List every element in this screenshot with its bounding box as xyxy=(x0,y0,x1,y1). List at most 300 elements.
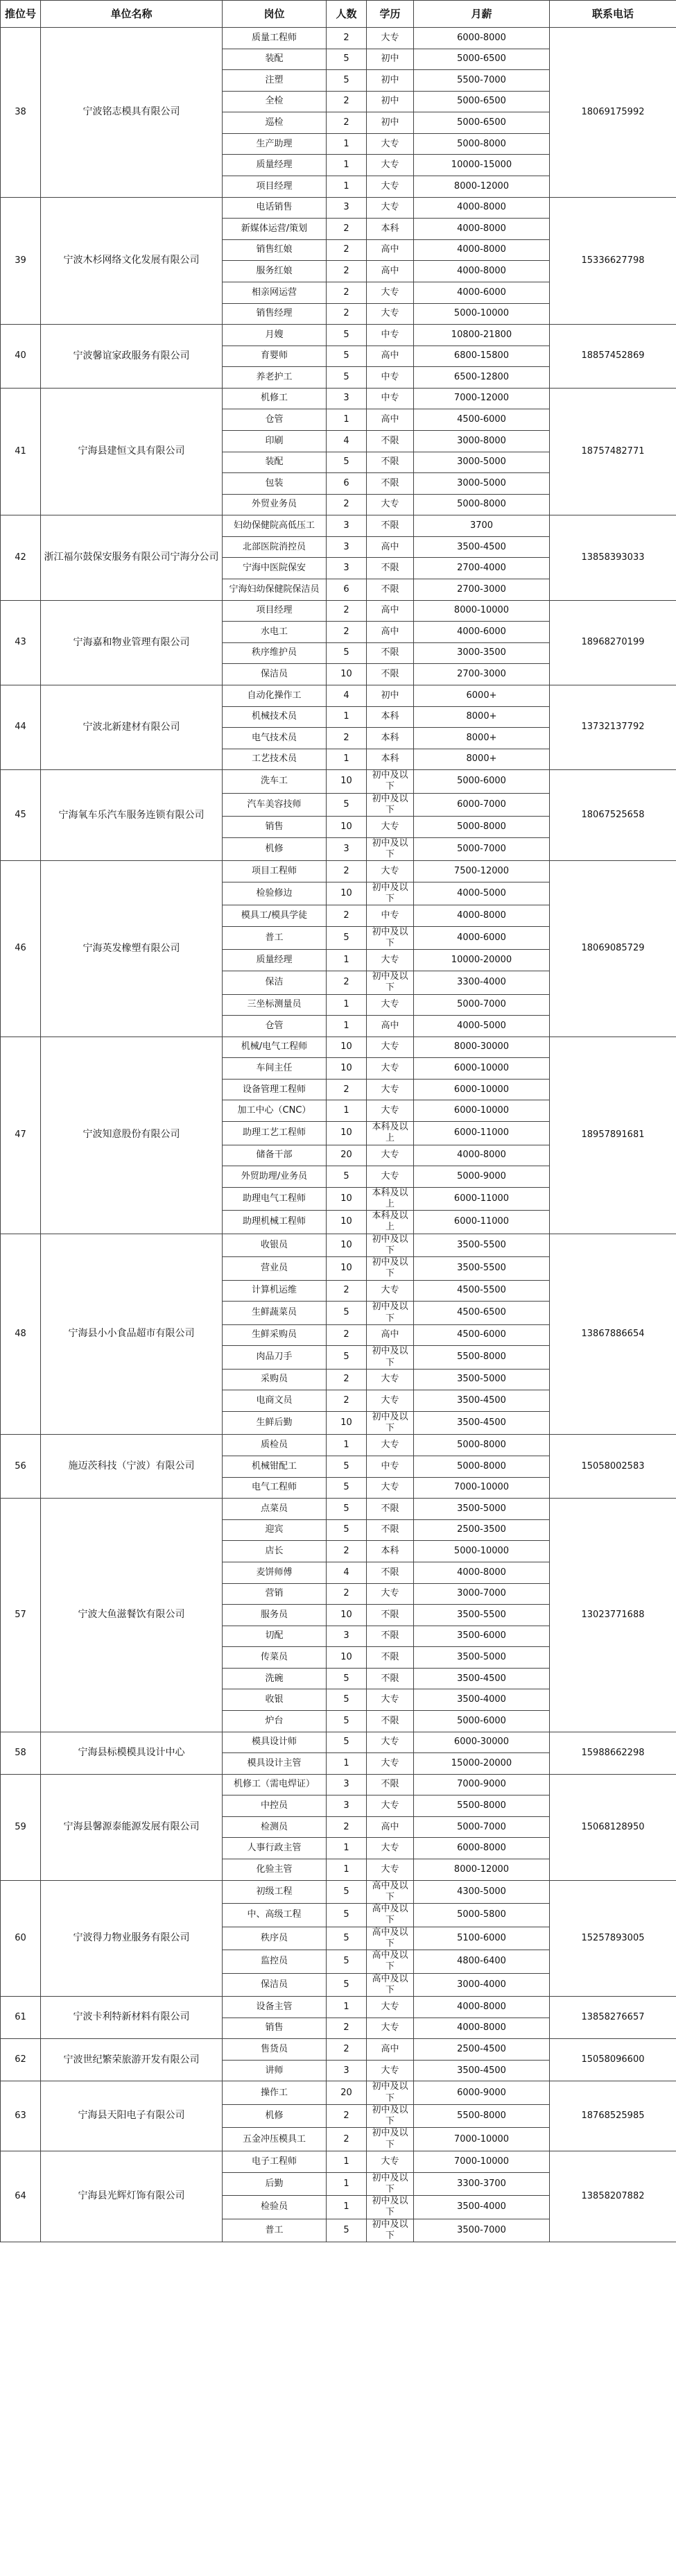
job-title: 育婴师 xyxy=(223,346,327,367)
job-headcount: 1 xyxy=(327,1997,367,2018)
job-title: 普工 xyxy=(223,2219,327,2242)
job-salary: 4000-6000 xyxy=(414,926,550,950)
job-education: 大专 xyxy=(367,1795,414,1817)
job-title: 助理工艺工程师 xyxy=(223,1122,327,1145)
job-education: 高中 xyxy=(367,261,414,282)
job-title: 生鲜后勤 xyxy=(223,1411,327,1435)
job-education: 初中 xyxy=(367,49,414,70)
job-title: 自动化操作工 xyxy=(223,685,327,706)
job-education: 不限 xyxy=(367,515,414,537)
job-salary: 4000-8000 xyxy=(414,239,550,261)
table-row xyxy=(1,388,676,409)
job-salary: 3500-4500 xyxy=(414,1411,550,1435)
job-salary: 3300-3700 xyxy=(414,2172,550,2196)
contact-phone: 18069085729 xyxy=(550,861,676,1037)
company-name: 宁波北新建材有限公司 xyxy=(41,685,223,769)
contact-phone: 18069175992 xyxy=(550,28,676,198)
job-education: 本科及以上 xyxy=(367,1187,414,1211)
job-education: 不限 xyxy=(367,430,414,452)
job-headcount: 5 xyxy=(327,642,367,664)
job-title: 仓管 xyxy=(223,409,327,431)
job-salary: 8000+ xyxy=(414,706,550,728)
job-headcount: 3 xyxy=(327,558,367,579)
job-headcount: 10 xyxy=(327,664,367,685)
job-salary: 3500-4500 xyxy=(414,2060,550,2081)
job-salary: 5000-8000 xyxy=(414,1435,550,1456)
job-education: 大专 xyxy=(367,1037,414,1058)
job-education: 本科 xyxy=(367,749,414,770)
header-contact-phone: 联系电话 xyxy=(550,1,676,28)
job-title: 营销 xyxy=(223,1583,327,1605)
job-salary: 5500-8000 xyxy=(414,1346,550,1370)
job-headcount: 5 xyxy=(327,325,367,346)
job-title: 模具设计师 xyxy=(223,1732,327,1753)
job-headcount: 10 xyxy=(327,1058,367,1080)
job-title: 印刷 xyxy=(223,430,327,452)
job-education: 不限 xyxy=(367,1668,414,1689)
job-salary: 4000-8000 xyxy=(414,1145,550,1166)
job-title: 巡检 xyxy=(223,112,327,134)
job-salary: 4000-8000 xyxy=(414,219,550,240)
job-title: 洗车工 xyxy=(223,770,327,794)
job-education: 大专 xyxy=(367,950,414,971)
job-salary: 5000-6500 xyxy=(414,112,550,134)
job-headcount: 2 xyxy=(327,303,367,325)
job-headcount: 5 xyxy=(327,1346,367,1370)
booth-number: 44 xyxy=(1,685,41,769)
job-salary: 3500-7000 xyxy=(414,2219,550,2242)
job-title: 装配 xyxy=(223,49,327,70)
job-headcount: 1 xyxy=(327,2151,367,2172)
job-title: 机械/电气工程师 xyxy=(223,1037,327,1058)
job-title: 助理机械工程师 xyxy=(223,1211,327,1234)
job-salary: 8000-10000 xyxy=(414,600,550,622)
job-salary: 7000-10000 xyxy=(414,1477,550,1499)
job-title: 新媒体运营/策划 xyxy=(223,219,327,240)
job-headcount: 5 xyxy=(327,2219,367,2242)
job-headcount: 3 xyxy=(327,515,367,537)
job-headcount: 2 xyxy=(327,112,367,134)
job-education: 初中及以下 xyxy=(367,2172,414,2196)
job-education: 大专 xyxy=(367,2151,414,2172)
job-headcount: 5 xyxy=(327,452,367,473)
job-education: 初中 xyxy=(367,685,414,706)
job-headcount: 3 xyxy=(327,197,367,219)
job-headcount: 10 xyxy=(327,1411,367,1435)
job-education: 大专 xyxy=(367,1390,414,1412)
job-headcount: 20 xyxy=(327,1145,367,1166)
company-name: 宁波大鱼滋餐饮有限公司 xyxy=(41,1499,223,1732)
job-salary: 3000-8000 xyxy=(414,430,550,452)
job-education: 初中及以下 xyxy=(367,2128,414,2151)
job-salary: 6800-15800 xyxy=(414,346,550,367)
booth-number: 61 xyxy=(1,1997,41,2039)
job-salary: 6000-7000 xyxy=(414,793,550,817)
job-salary: 15000-20000 xyxy=(414,1753,550,1775)
job-salary: 3500-6000 xyxy=(414,1626,550,1647)
job-title: 电子工程师 xyxy=(223,2151,327,2172)
job-education: 不限 xyxy=(367,1711,414,1732)
job-headcount: 5 xyxy=(327,367,367,389)
job-title: 助理电气工程师 xyxy=(223,1187,327,1211)
job-salary: 5000-10000 xyxy=(414,303,550,325)
job-headcount: 1 xyxy=(327,1753,367,1775)
job-title: 人事行政主管 xyxy=(223,1838,327,1859)
job-salary: 3500-5500 xyxy=(414,1257,550,1281)
job-salary: 3000-5000 xyxy=(414,473,550,495)
job-headcount: 1 xyxy=(327,133,367,155)
job-headcount: 2 xyxy=(327,219,367,240)
job-title: 监控员 xyxy=(223,1950,327,1974)
job-education: 高中 xyxy=(367,536,414,558)
table-row xyxy=(1,1880,676,1904)
job-title: 点菜员 xyxy=(223,1499,327,1520)
job-title: 店长 xyxy=(223,1541,327,1562)
job-education: 大专 xyxy=(367,861,414,882)
job-title: 检验修边 xyxy=(223,882,327,905)
job-salary: 5500-7000 xyxy=(414,70,550,92)
job-education: 本科 xyxy=(367,706,414,728)
job-headcount: 4 xyxy=(327,1562,367,1583)
job-salary: 7500-12000 xyxy=(414,861,550,882)
job-salary: 8000-12000 xyxy=(414,176,550,198)
job-salary: 5000-6000 xyxy=(414,1711,550,1732)
contact-phone: 13858393033 xyxy=(550,515,676,600)
company-name: 宁波木杉网络文化发展有限公司 xyxy=(41,197,223,324)
job-title: 肉品刀手 xyxy=(223,1346,327,1370)
booth-number: 58 xyxy=(1,1732,41,1774)
job-title: 质量经理 xyxy=(223,950,327,971)
job-education: 大专 xyxy=(367,994,414,1016)
job-title: 水电工 xyxy=(223,622,327,643)
job-title: 车间主任 xyxy=(223,1058,327,1080)
job-salary: 5000-8000 xyxy=(414,1456,550,1478)
job-headcount: 6 xyxy=(327,473,367,495)
job-education: 高中 xyxy=(367,409,414,431)
job-salary: 4000-8000 xyxy=(414,1997,550,2018)
job-education: 初中及以下 xyxy=(367,2219,414,2242)
table-row xyxy=(1,600,676,622)
job-headcount: 10 xyxy=(327,1647,367,1669)
job-salary: 10000-15000 xyxy=(414,155,550,176)
job-education: 初中及以下 xyxy=(367,793,414,817)
job-headcount: 10 xyxy=(327,1234,367,1257)
booth-number: 42 xyxy=(1,515,41,600)
company-name: 宁海县标模模具设计中心 xyxy=(41,1732,223,1774)
contact-phone: 15336627798 xyxy=(550,197,676,324)
job-salary: 4000-8000 xyxy=(414,1562,550,1583)
job-salary: 3500-4500 xyxy=(414,536,550,558)
booth-number: 48 xyxy=(1,1234,41,1435)
job-title: 月嫂 xyxy=(223,325,327,346)
job-headcount: 10 xyxy=(327,1122,367,1145)
job-education: 初中及以下 xyxy=(367,770,414,794)
job-salary: 8000-30000 xyxy=(414,1037,550,1058)
job-salary: 5000-6000 xyxy=(414,770,550,794)
job-title: 秩序员 xyxy=(223,1927,327,1950)
job-headcount: 1 xyxy=(327,155,367,176)
job-salary: 5000-7000 xyxy=(414,994,550,1016)
job-education: 不限 xyxy=(367,1605,414,1626)
job-headcount: 2 xyxy=(327,1541,367,1562)
job-education: 高中及以下 xyxy=(367,1880,414,1904)
job-title: 普工 xyxy=(223,926,327,950)
contact-phone: 13858207882 xyxy=(550,2151,676,2242)
contact-phone: 15257893005 xyxy=(550,1880,676,1997)
job-title: 注塑 xyxy=(223,70,327,92)
job-headcount: 5 xyxy=(327,793,367,817)
job-title: 项目经理 xyxy=(223,600,327,622)
table-row xyxy=(1,685,676,706)
job-salary: 2700-4000 xyxy=(414,558,550,579)
table-row xyxy=(1,1732,676,1753)
job-headcount: 5 xyxy=(327,1927,367,1950)
table-row xyxy=(1,2151,676,2172)
job-title: 包装 xyxy=(223,473,327,495)
job-title: 汽车美容技师 xyxy=(223,793,327,817)
job-salary: 3500-5500 xyxy=(414,1234,550,1257)
table-row xyxy=(1,1774,676,1795)
job-education: 大专 xyxy=(367,1997,414,2018)
job-salary: 5000-10000 xyxy=(414,1541,550,1562)
job-headcount: 1 xyxy=(327,950,367,971)
job-salary: 6000-30000 xyxy=(414,1732,550,1753)
job-education: 中专 xyxy=(367,905,414,927)
job-salary: 3500-4500 xyxy=(414,1668,550,1689)
job-headcount: 5 xyxy=(327,1711,367,1732)
job-education: 初中 xyxy=(367,91,414,112)
job-headcount: 5 xyxy=(327,1904,367,1927)
job-salary: 10800-21800 xyxy=(414,325,550,346)
job-education: 初中及以下 xyxy=(367,1234,414,1257)
job-education: 高中 xyxy=(367,1016,414,1037)
company-name: 宁海县天阳电子有限公司 xyxy=(41,2081,223,2151)
company-name: 宁海嘉和物业管理有限公司 xyxy=(41,600,223,685)
job-headcount: 1 xyxy=(327,176,367,198)
job-headcount: 5 xyxy=(327,346,367,367)
job-title: 机修工 xyxy=(223,388,327,409)
job-salary: 4000-5000 xyxy=(414,1016,550,1037)
table-row xyxy=(1,197,676,219)
header-company-name: 单位名称 xyxy=(41,1,223,28)
booth-number: 40 xyxy=(1,325,41,389)
job-salary: 5000-7000 xyxy=(414,837,550,861)
job-headcount: 3 xyxy=(327,837,367,861)
job-title: 炉台 xyxy=(223,1711,327,1732)
job-education: 大专 xyxy=(367,28,414,49)
job-title: 模具设计主管 xyxy=(223,1753,327,1775)
job-education: 高中 xyxy=(367,2039,414,2061)
job-education: 高中及以下 xyxy=(367,1927,414,1950)
job-salary: 8000+ xyxy=(414,749,550,770)
job-education: 大专 xyxy=(367,1732,414,1753)
job-title: 初级工程 xyxy=(223,1880,327,1904)
job-salary: 5000-8000 xyxy=(414,133,550,155)
header-position: 岗位 xyxy=(223,1,327,28)
table-row xyxy=(1,2081,676,2105)
job-title: 设备管理工程师 xyxy=(223,1079,327,1100)
job-education: 不限 xyxy=(367,558,414,579)
job-headcount: 3 xyxy=(327,388,367,409)
job-salary: 4000-8000 xyxy=(414,261,550,282)
booth-number: 45 xyxy=(1,770,41,861)
header-row xyxy=(1,1,676,28)
job-headcount: 2 xyxy=(327,728,367,749)
job-education: 大专 xyxy=(367,1100,414,1122)
company-name: 宁波世纪繁荣旅游开发有限公司 xyxy=(41,2039,223,2081)
job-headcount: 1 xyxy=(327,994,367,1016)
job-education: 不限 xyxy=(367,1774,414,1795)
job-education: 大专 xyxy=(367,1838,414,1859)
booth-number: 59 xyxy=(1,1774,41,1880)
job-headcount: 2 xyxy=(327,282,367,303)
job-headcount: 2 xyxy=(327,2104,367,2128)
job-education: 初中及以下 xyxy=(367,837,414,861)
job-title: 机修 xyxy=(223,837,327,861)
job-salary: 6000-11000 xyxy=(414,1211,550,1234)
job-salary: 2500-4500 xyxy=(414,2039,550,2061)
booth-number: 39 xyxy=(1,197,41,324)
job-title: 计算机运维 xyxy=(223,1280,327,1302)
job-salary: 4800-6400 xyxy=(414,1950,550,1974)
header-booth-no: 推位号 xyxy=(1,1,41,28)
job-salary: 5000-8000 xyxy=(414,817,550,838)
job-title: 生鲜蔬菜员 xyxy=(223,1302,327,1325)
job-headcount: 2 xyxy=(327,1280,367,1302)
job-education: 不限 xyxy=(367,1562,414,1583)
job-salary: 2700-3000 xyxy=(414,579,550,601)
job-title: 相亲网运营 xyxy=(223,282,327,303)
job-education: 不限 xyxy=(367,642,414,664)
job-headcount: 5 xyxy=(327,70,367,92)
job-salary: 3500-4000 xyxy=(414,2196,550,2219)
job-title: 机械钳配工 xyxy=(223,1456,327,1478)
job-education: 高中 xyxy=(367,600,414,622)
job-headcount: 10 xyxy=(327,1187,367,1211)
job-headcount: 5 xyxy=(327,1880,367,1904)
job-salary: 4000-6000 xyxy=(414,282,550,303)
booth-number: 38 xyxy=(1,28,41,198)
job-title: 销售 xyxy=(223,2018,327,2039)
job-title: 质量经理 xyxy=(223,155,327,176)
job-title: 麦饼师傅 xyxy=(223,1562,327,1583)
job-title: 宁海妇幼保健院保洁员 xyxy=(223,579,327,601)
company-name: 宁波卡利特新材料有限公司 xyxy=(41,1997,223,2039)
job-headcount: 5 xyxy=(327,1689,367,1711)
job-title: 洗碗 xyxy=(223,1668,327,1689)
job-education: 大专 xyxy=(367,282,414,303)
table-row xyxy=(1,1037,676,1058)
job-education: 大专 xyxy=(367,303,414,325)
job-headcount: 2 xyxy=(327,261,367,282)
job-education: 不限 xyxy=(367,1499,414,1520)
job-education: 大专 xyxy=(367,1477,414,1499)
job-title: 营业员 xyxy=(223,1257,327,1281)
job-headcount: 2 xyxy=(327,239,367,261)
job-title: 传菜员 xyxy=(223,1647,327,1669)
table-row xyxy=(1,28,676,49)
job-education: 初中及以下 xyxy=(367,2104,414,2128)
job-salary: 6000-9000 xyxy=(414,2081,550,2105)
job-headcount: 3 xyxy=(327,1795,367,1817)
job-education: 初中及以下 xyxy=(367,2196,414,2219)
job-title: 生鲜采购员 xyxy=(223,1324,327,1346)
job-salary: 3500-4000 xyxy=(414,1689,550,1711)
job-headcount: 1 xyxy=(327,409,367,431)
contact-phone: 13023771688 xyxy=(550,1499,676,1732)
job-title: 妇幼保健院高低压工 xyxy=(223,515,327,537)
job-title: 中、高级工程 xyxy=(223,1904,327,1927)
job-education: 不限 xyxy=(367,1647,414,1669)
job-headcount: 2 xyxy=(327,1816,367,1838)
job-headcount: 1 xyxy=(327,1016,367,1037)
company-name: 宁海氧车乐汽车服务连锁有限公司 xyxy=(41,770,223,861)
job-education: 大专 xyxy=(367,1753,414,1775)
company-name: 宁波得力物业服务有限公司 xyxy=(41,1880,223,1997)
booth-number: 57 xyxy=(1,1499,41,1732)
job-title: 化验主管 xyxy=(223,1859,327,1881)
job-title: 模具工/模具学徒 xyxy=(223,905,327,927)
job-headcount: 5 xyxy=(327,1519,367,1541)
job-education: 本科 xyxy=(367,219,414,240)
job-headcount: 2 xyxy=(327,2128,367,2151)
job-salary: 4500-6000 xyxy=(414,409,550,431)
job-salary: 5100-6000 xyxy=(414,1927,550,1950)
contact-phone: 18067525658 xyxy=(550,770,676,861)
job-education: 高中 xyxy=(367,239,414,261)
contact-phone: 18968270199 xyxy=(550,600,676,685)
job-education: 初中及以下 xyxy=(367,1302,414,1325)
job-headcount: 10 xyxy=(327,1257,367,1281)
job-headcount: 2 xyxy=(327,1390,367,1412)
job-headcount: 1 xyxy=(327,749,367,770)
job-headcount: 5 xyxy=(327,926,367,950)
company-name: 宁海县建恒文具有限公司 xyxy=(41,388,223,515)
job-education: 大专 xyxy=(367,2018,414,2039)
job-education: 初中及以下 xyxy=(367,926,414,950)
company-name: 宁海英发橡塑有限公司 xyxy=(41,861,223,1037)
company-name: 宁海县小小食品超市有限公司 xyxy=(41,1234,223,1435)
job-education: 初中及以下 xyxy=(367,882,414,905)
job-salary: 8000+ xyxy=(414,728,550,749)
job-headcount: 1 xyxy=(327,1838,367,1859)
job-headcount: 2 xyxy=(327,600,367,622)
job-salary: 6000-8000 xyxy=(414,28,550,49)
job-headcount: 4 xyxy=(327,685,367,706)
job-salary: 6500-12800 xyxy=(414,367,550,389)
job-education: 本科及以上 xyxy=(367,1211,414,1234)
booth-number: 43 xyxy=(1,600,41,685)
job-salary: 3500-4500 xyxy=(414,1390,550,1412)
job-title: 质检员 xyxy=(223,1435,327,1456)
job-title: 装配 xyxy=(223,452,327,473)
table-row xyxy=(1,1234,676,1257)
job-education: 大专 xyxy=(367,176,414,198)
job-education: 大专 xyxy=(367,1145,414,1166)
job-education: 高中及以下 xyxy=(367,1950,414,1974)
booth-number: 46 xyxy=(1,861,41,1037)
job-headcount: 5 xyxy=(327,1302,367,1325)
job-title: 机械技术员 xyxy=(223,706,327,728)
job-headcount: 3 xyxy=(327,536,367,558)
job-salary: 7000-10000 xyxy=(414,2128,550,2151)
job-education: 本科 xyxy=(367,728,414,749)
job-education: 中专 xyxy=(367,388,414,409)
job-education: 中专 xyxy=(367,367,414,389)
job-salary: 5000-8000 xyxy=(414,494,550,515)
job-education: 大专 xyxy=(367,1435,414,1456)
job-headcount: 4 xyxy=(327,430,367,452)
